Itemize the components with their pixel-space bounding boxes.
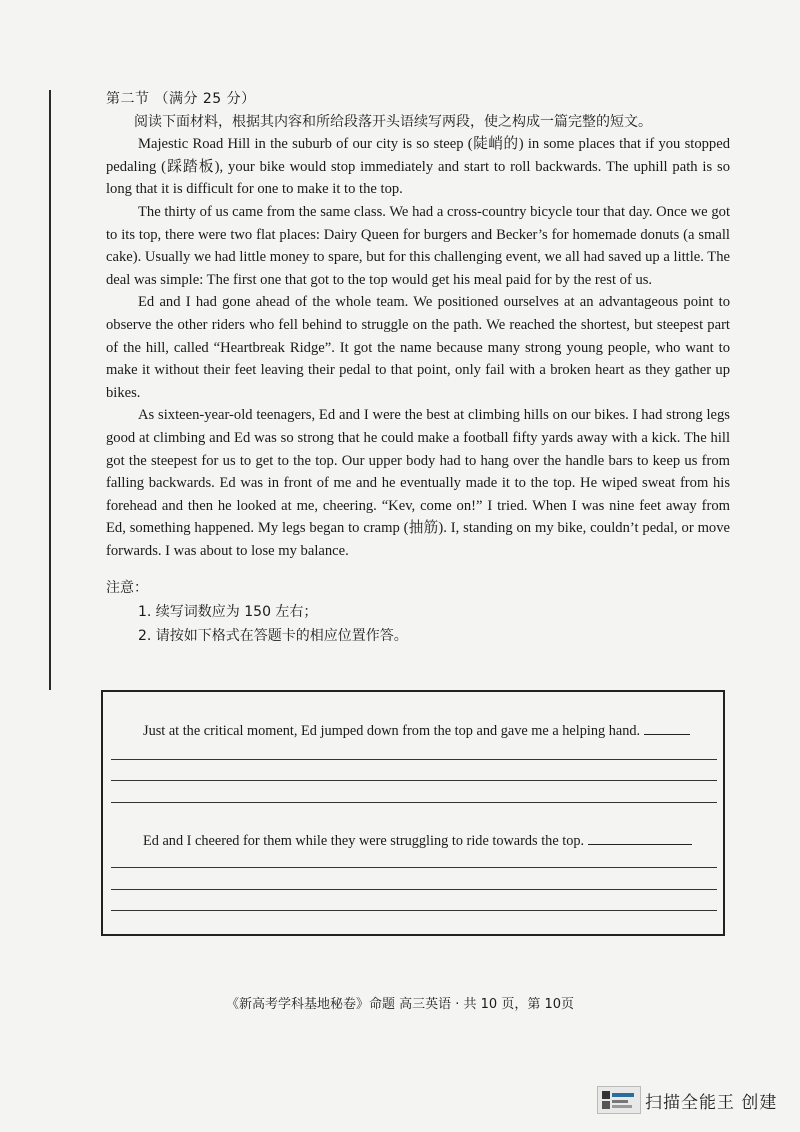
passage-paragraph-4: As sixteen-year-old teenagers, Ed and I were the best at climbing hills on our bikes. I had strong legs good at climbing and Ed was so strong that he could make a football fifty yards away with a kick. The hill got the steepest for us to get to the top. Our upper body had to hang over the handle bars to keep us from falling backwards. Ed was in front of me and he eventually made it to the top. He wiped sweat from his forehead and then he looked at me, cheering. “Kev, come on!” I tried. When I was nine feet away from Ed, something happened. My legs began to cramp (抽筋). I, standing on my bike, couldn’t pedal, or move forwards. I was about to lose my balance.: [106, 407, 730, 559]
writing-line[interactable]: [111, 802, 717, 803]
prompt-1-text: Just at the critical moment, Ed jumped down from the top and gave me a helping hand.: [143, 723, 641, 739]
notes-heading: 注意：: [106, 580, 148, 597]
writing-line[interactable]: [111, 910, 717, 911]
answer-box: [101, 690, 725, 936]
prompt-2-blank[interactable]: [588, 832, 692, 845]
watermark-text: 扫描全能王 创建: [645, 1092, 778, 1113]
notes: [106, 576, 730, 648]
scanner-watermark: [597, 1086, 777, 1114]
section-instruction: 阅读下面材料，根据其内容和所给段落开头语续写两段，使之构成一篇完整的短文。: [134, 113, 652, 130]
writing-line[interactable]: [111, 759, 717, 760]
prompt-1-blank[interactable]: [644, 722, 690, 735]
margin-line: [49, 90, 51, 690]
passage-paragraph-2: The thirty of us came from the same class. We had a cross-country bicycle tour that day. Once we got to its top, there were two flat places: Dairy Queen for burgers and Becker’s for homemade donuts (a small cake). Usually we had little money to spare, but for this challenging event, we all had saved up a little. The deal was simple: The first one that got to the top would get his meal paid for by the rest of us.: [106, 203, 730, 288]
note-item: 1. 续写词数应为 150 左右；: [138, 604, 318, 621]
writing-line[interactable]: [111, 889, 717, 890]
continuation-prompt-1: [143, 722, 690, 740]
qr-code-icon: [597, 1086, 641, 1114]
continuation-prompt-2: [143, 832, 692, 850]
passage-paragraph-1: Majestic Road Hill in the suburb of our city is so steep (陡峭的) in some places that if you stopped pedaling (踩踏板), your bike would stop immediately and start to roll backwards. The uphill path is so long that it is difficult for one to make it to the top.: [106, 136, 730, 198]
prompt-2-text: Ed and I cheered for them while they were struggling to ride towards the top.: [143, 833, 585, 849]
writing-line[interactable]: [111, 780, 717, 781]
section-title: 第二节 （满分 25 分）: [106, 91, 256, 107]
writing-line[interactable]: [111, 867, 717, 868]
main-content: [106, 88, 730, 648]
page-footer: 《新高考学科基地秘卷》命题 高三英语 · 共 10 页，第 10页: [225, 997, 574, 1012]
note-item: 2. 请按如下格式在答题卡的相应位置作答。: [138, 628, 408, 645]
passage-paragraph-3: Ed and I had gone ahead of the whole team. We positioned ourselves at an advantageous point to observe the other riders who fell behind to struggle on the path. We reached the shortest, but steepest part of the hill, called “Heartbreak Ridge”. It got the name because many strong young people, who want to make it without their feet leaving their pedal to that point, only fail with a broken heart as they gather up bikes.: [106, 294, 730, 401]
